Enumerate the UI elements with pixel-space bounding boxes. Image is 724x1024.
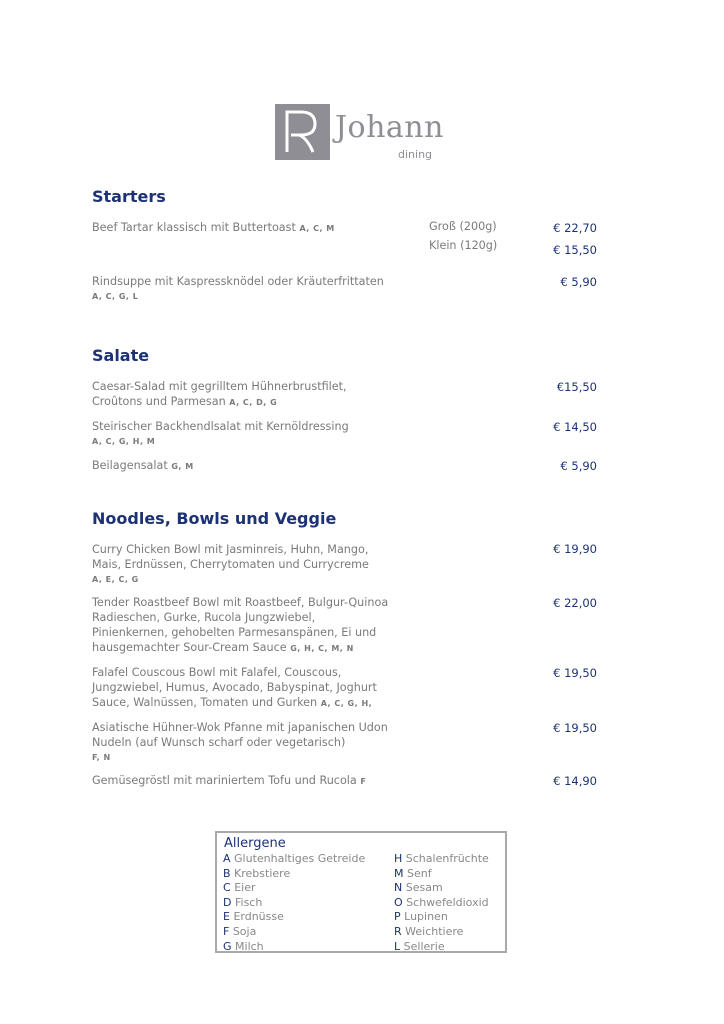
item-price-small: € 15,50: [553, 243, 597, 257]
item-allergens: A, C, G, H,: [320, 699, 373, 708]
item-text-line: Croûtons und Parmesan: [92, 395, 226, 408]
item-text-line: Asiatische Hühner-Wok Pfanne mit japanischen Udon: [92, 721, 388, 734]
item-price: € 5,90: [560, 275, 597, 289]
menu-item-gemuesegroestl: [92, 773, 422, 789]
item-text: Rindsuppe mit Kaspressknödel oder Kräuterfrittaten: [92, 275, 384, 288]
item-text-line: Tender Roastbeef Bowl mit Roastbeef, Bulgur-Quinoa: [92, 596, 389, 609]
item-price: € 19,90: [553, 542, 597, 556]
allergen-entry: E Erdnüsse: [223, 910, 284, 924]
item-allergens: A, E, C, G: [92, 575, 139, 584]
section-title-starters: Starters: [92, 187, 166, 206]
item-text-line: Sauce, Walnüssen, Tomaten und Gurken: [92, 696, 318, 709]
item-allergens: A, C, G, L: [92, 292, 139, 301]
item-text-line: Pinienkernen, gehobelten Parmesanspänen, Ei und: [92, 626, 377, 639]
item-allergens: G, H, C, M, N: [290, 644, 354, 653]
menu-item-beilagensalat: [92, 458, 422, 474]
item-text-line: Jungzwiebel, Humus, Avocado, Babyspinat, Joghurt: [92, 681, 377, 694]
allergen-entry: A Glutenhaltiges Getreide: [223, 852, 366, 865]
item-text: Steirischer Backhendlsalat mit Kernöldressing: [92, 420, 349, 433]
logo-mark-icon: [275, 104, 330, 160]
item-allergens: A, C, G, H, M: [92, 437, 156, 446]
item-allergens: G, M: [171, 462, 194, 471]
item-text-line: Radieschen, Gurke, Rucola Jungzwiebel,: [92, 611, 316, 624]
item-size-large: Groß (200g): [429, 220, 497, 233]
allergen-entry: D Fisch: [223, 895, 263, 909]
menu-item-roastbeef-bowl: [92, 595, 422, 656]
menu-item-caesar-salad: [92, 379, 422, 410]
item-text-line: hausgemachter Sour-Cream Sauce: [92, 641, 287, 654]
allergen-column-left: [223, 852, 365, 954]
allergen-entry: H Schalenfrüchte: [394, 852, 489, 865]
restaurant-logo: [275, 104, 455, 168]
menu-item-curry-chicken-bowl: [92, 542, 422, 587]
item-text-line: Curry Chicken Bowl mit Jasminreis, Huhn, Mango,: [92, 543, 369, 556]
menu-item-beef-tartar: [92, 220, 422, 236]
menu-item-backhendlsalat: [92, 419, 422, 449]
item-price: €15,50: [556, 380, 597, 394]
section-title-noodles: Noodles, Bowls und Veggie: [92, 509, 337, 528]
allergen-column-right: [394, 852, 489, 954]
item-text-line: Caesar-Salad mit gegrilltem Hühnerbrustfilet,: [92, 380, 347, 393]
section-title-salate: Salate: [92, 346, 150, 365]
logo-subtitle: dining: [398, 148, 433, 161]
allergen-entry: G Milch: [223, 939, 264, 953]
item-price: € 5,90: [560, 459, 597, 473]
item-price: € 19,50: [553, 666, 597, 680]
allergen-entry: C Eier: [223, 881, 256, 895]
item-allergens: F, N: [92, 753, 111, 762]
allergen-entry: L Sellerie: [394, 939, 445, 953]
item-price-large: € 22,70: [553, 221, 597, 235]
item-allergens: A, C, D, G: [229, 398, 278, 407]
item-text: Beef Tartar klassisch mit Buttertoast: [92, 221, 296, 234]
allergen-entry: O Schwefeldioxid: [394, 895, 489, 909]
allergen-entry: B Krebstiere: [223, 866, 291, 880]
allergen-entry: F Soja: [223, 924, 257, 938]
allergen-entry: R Weichtiere: [394, 924, 464, 938]
item-allergens: F: [360, 777, 367, 786]
item-size-small: Klein (120g): [429, 239, 498, 252]
item-text: Gemüsegröstl mit mariniertem Tofu und Rucola: [92, 774, 357, 787]
item-price: € 14,50: [553, 420, 597, 434]
item-price: € 19,50: [553, 721, 597, 735]
allergen-legend: [215, 831, 507, 953]
menu-item-falafel-bowl: [92, 665, 422, 711]
allergen-entry: N Sesam: [394, 881, 443, 895]
item-price: € 14,90: [553, 774, 597, 788]
item-allergens: A, C, M: [299, 224, 335, 233]
item-text-line: Nudeln (auf Wunsch scharf oder vegetarisch): [92, 736, 346, 749]
allergen-entry: M Senf: [394, 866, 432, 880]
menu-item-rindsuppe: [92, 274, 422, 304]
item-text: Beilagensalat: [92, 459, 168, 472]
logo-name: Johann: [335, 110, 444, 145]
allergen-legend-title: Allergene: [224, 836, 286, 851]
allergen-entry: P Lupinen: [394, 910, 448, 924]
item-text-line: Mais, Erdnüssen, Cherrytomaten und Currycreme: [92, 558, 369, 571]
item-text-line: Falafel Couscous Bowl mit Falafel, Couscous,: [92, 666, 342, 679]
item-price: € 22,00: [553, 596, 597, 610]
menu-item-wok-pfanne: [92, 720, 422, 765]
